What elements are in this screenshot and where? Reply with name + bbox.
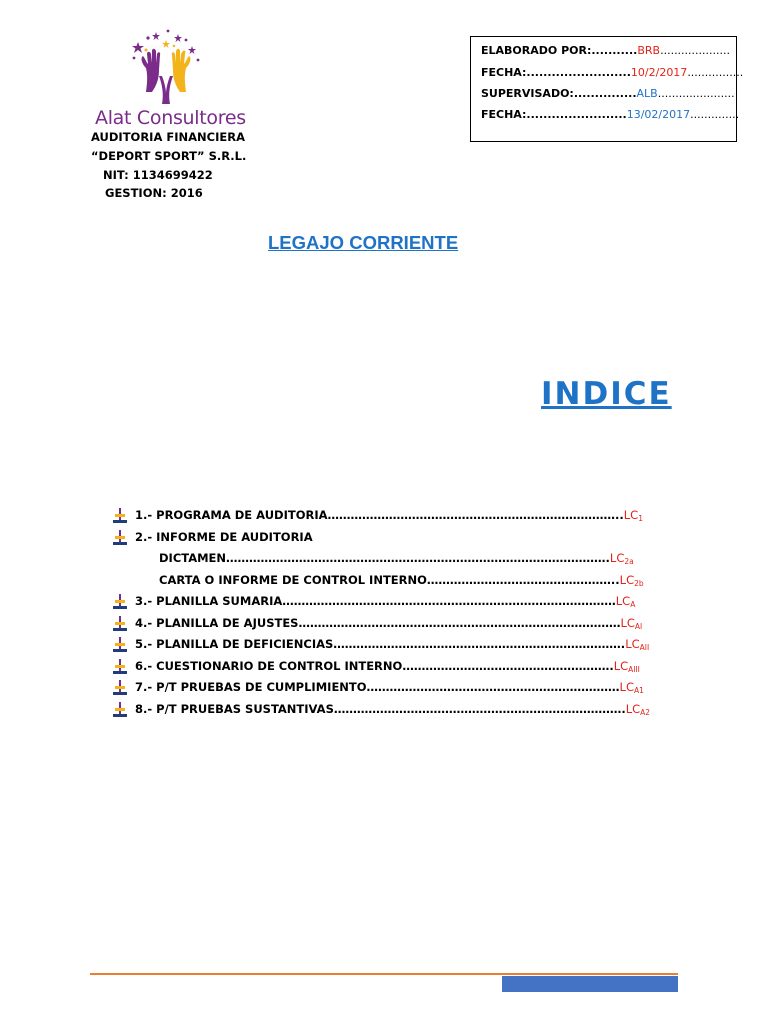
tree-hands-logo-icon xyxy=(126,28,206,108)
company-line-2: “DEPORT SPORT” S.R.L. xyxy=(91,149,247,163)
company-line-1: AUDITORIA FINANCIERA xyxy=(91,130,245,144)
toc-item xyxy=(112,591,652,613)
elaborado-value: BRB xyxy=(637,44,661,57)
toc-item-label: 2.- INFORME DE AUDITORIA xyxy=(135,529,313,544)
toc-item-code: $LC_{A2}$ xyxy=(625,701,651,717)
toc-item-label: 7.- P/T PRUEBAS DE CUMPLIMIENTO………………………………………………………… xyxy=(135,680,620,694)
document-title: LEGAJO CORRIENTE xyxy=(268,232,459,253)
toc-item-entry xyxy=(135,699,650,724)
pin-bullet-icon xyxy=(112,702,128,718)
toc-item-code: $LC_{AII}$ xyxy=(625,637,650,652)
toc-item xyxy=(112,677,652,699)
toc-item-label: 5.- PLANILLA DE DEFICIENCIAS…………………………………………………………………. xyxy=(135,637,626,651)
toc-item-label: 8.- P/T PRUEBAS SUSTANTIVAS…………………………………………………………………. xyxy=(135,701,626,716)
toc-item-label: 3.- PLANILLA SUMARIA…………………………………………………………………………… xyxy=(135,594,616,608)
toc-item-code: $LC_{AIII}$ xyxy=(613,658,640,674)
fecha-elaborado-row: FECHA:.........................10/2/2017................ xyxy=(481,66,744,79)
toc-item-label: CARTA O INFORME DE CONTROL INTERNO………………………………………….. xyxy=(159,572,620,587)
footer-divider xyxy=(90,973,678,975)
toc-item-code: $LC_A$ xyxy=(615,594,636,609)
toc-item xyxy=(112,548,652,570)
toc-item xyxy=(112,527,652,549)
index-title: INDICE xyxy=(541,376,672,412)
toc-item xyxy=(112,634,652,656)
toc-item-code: $LC_{2a}$ xyxy=(609,551,634,566)
footer-bar xyxy=(502,976,678,992)
pin-bullet-icon xyxy=(112,637,128,653)
approval-box xyxy=(470,36,744,142)
fecha-supervisado-value: 13/02/2017 xyxy=(626,108,691,121)
pin-bullet-icon xyxy=(112,508,128,524)
toc-item-code: $LC_{A1}$ xyxy=(619,680,644,695)
toc-item-label: 4.- PLANILLA DE AJUSTES………………………………………………………………………… xyxy=(135,615,621,630)
toc-item-label: DICTAMEN………………………………………………………………………………………. xyxy=(159,551,610,565)
supervisado-row: SUPERVISADO:...............ALB...................... xyxy=(481,87,735,100)
toc-item xyxy=(112,570,652,592)
company-gestion: GESTION: 2016 xyxy=(105,186,203,200)
company-logo xyxy=(86,28,246,132)
toc-item-label: 1.- PROGRAMA DE AUDITORIA………………………………………………………………….. xyxy=(135,508,624,522)
supervisado-value: ALB xyxy=(636,87,658,100)
logo-text: Alat Consultores xyxy=(95,107,246,129)
toc-item xyxy=(112,505,652,527)
toc-item xyxy=(112,699,652,721)
pin-bullet-icon xyxy=(112,530,128,546)
toc-item xyxy=(112,613,652,635)
pin-bullet-icon xyxy=(112,594,128,610)
toc-item-code: $LC_{AI}$ xyxy=(620,615,643,631)
elaborado-row: ELABORADO POR:...........BRB.................... xyxy=(481,44,731,57)
pin-bullet-icon xyxy=(112,616,128,632)
toc-item-code: $LC_{2b}$ xyxy=(619,572,644,588)
pin-bullet-icon xyxy=(112,659,128,675)
table-of-contents xyxy=(112,505,652,720)
pin-bullet-icon xyxy=(112,680,128,696)
fecha-supervisado-row: FECHA:........................13/02/2017.............. xyxy=(481,108,740,121)
toc-item xyxy=(112,656,652,678)
toc-item-label: 6.- CUESTIONARIO DE CONTROL INTERNO………………………………………………. xyxy=(135,658,614,673)
company-nit: NIT: 1134699422 xyxy=(103,168,213,182)
fecha-elaborado-value: 10/2/2017 xyxy=(630,66,688,79)
toc-item-code: $LC_1$ xyxy=(623,508,643,523)
